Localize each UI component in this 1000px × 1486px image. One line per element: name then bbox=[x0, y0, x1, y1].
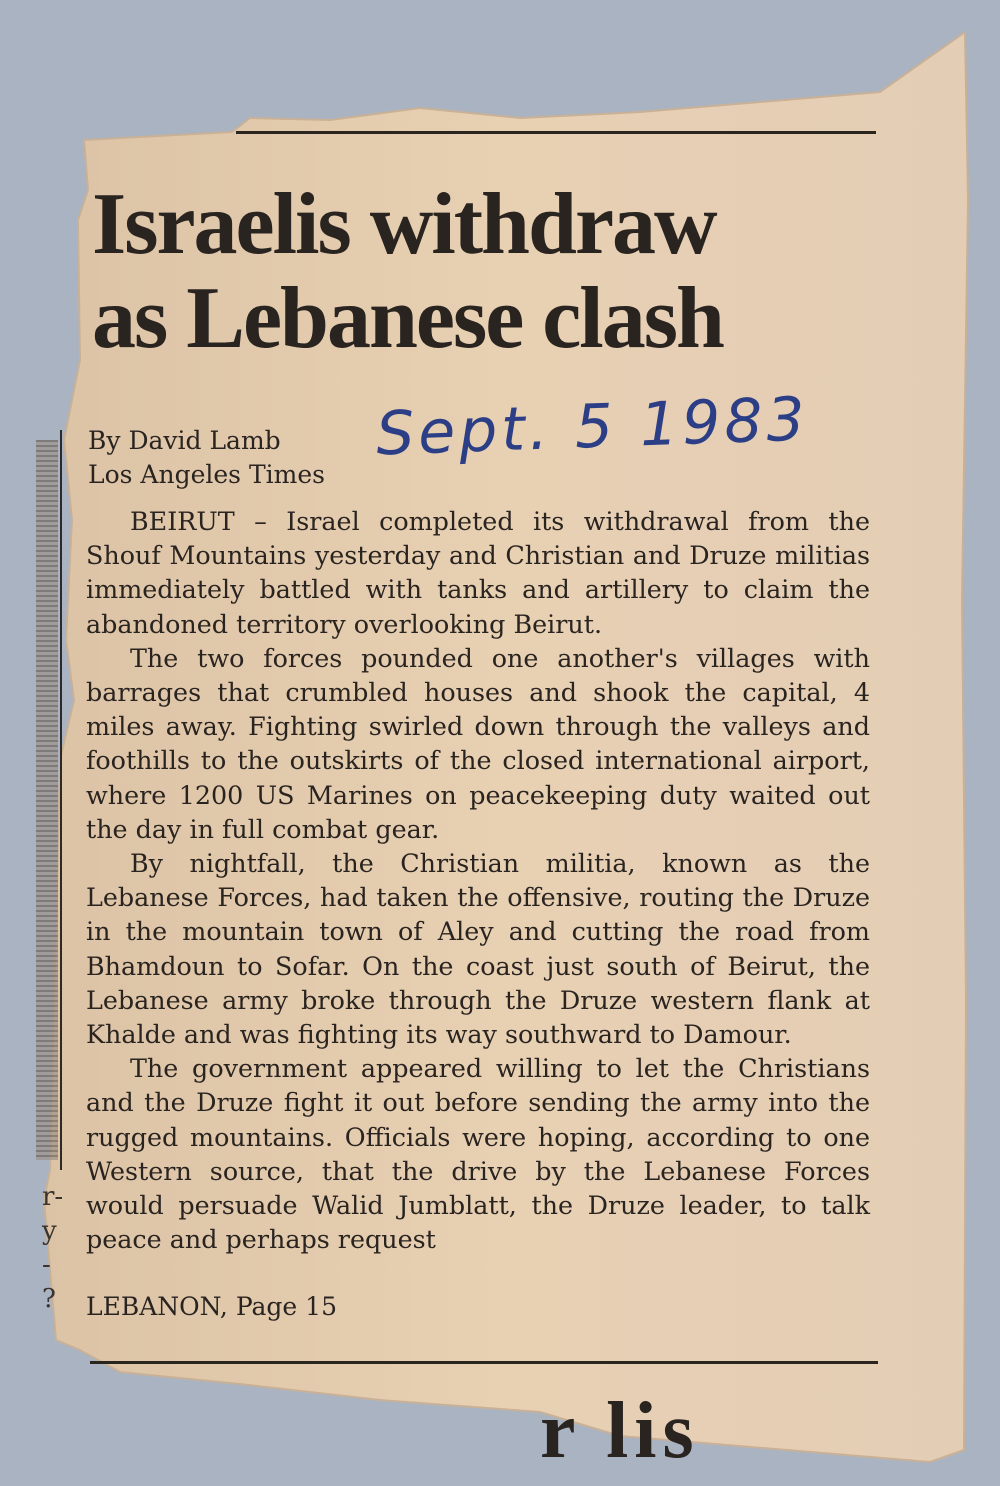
fragment-text: r- bbox=[42, 1182, 64, 1212]
adjacent-column-edge bbox=[36, 440, 58, 1160]
article-body bbox=[86, 504, 870, 1256]
headline bbox=[92, 178, 872, 366]
headline-line-2: as Lebanese clash bbox=[92, 270, 723, 367]
byline-author: By David Lamb bbox=[88, 426, 281, 455]
paragraph: The two forces pounded one another's villages with barrages that crumbled houses and shook the capital, 4 miles away. Fighting swirled down through the valleys and foothills to the outskirts of the closed international airport, where 1200 US Marines on peacekeeping duty waited out the day in full combat gear. bbox=[86, 642, 870, 844]
handwritten-date: Sept. 5 1983 bbox=[374, 384, 810, 470]
paragraph: The government appeared willing to let the Christians and the Druze fight it out before sending the army into the rugged mountains. Officials were hoping, according to one Western source, that the drive by the Lebanese Forces would persuade Walid Jumblatt, the Druze leader, to talk peace and perhaps request bbox=[86, 1053, 870, 1255]
column-rule bbox=[60, 430, 62, 1170]
fragment-text: y bbox=[42, 1216, 57, 1246]
fragment-text: - bbox=[42, 1250, 51, 1280]
bottom-rule bbox=[90, 1361, 878, 1364]
jump-line: LEBANON, Page 15 bbox=[86, 1292, 337, 1321]
headline-line-1: Israelis withdraw bbox=[92, 176, 716, 273]
byline-source: Los Angeles Times bbox=[88, 460, 325, 489]
fragment-text: ? bbox=[42, 1284, 56, 1314]
paragraph: By nightfall, the Christian militia, known as the Lebanese Forces, had taken the offensive, routing the Druze in the mountain town of Aley and cutting the road from Bhamdoun to Sofar. On the coast just south of Beirut, the Lebanese army broke through the Druze western flank at Khalde and was fighting its way southward to Damour. bbox=[86, 848, 870, 1050]
top-rule bbox=[236, 131, 876, 134]
next-headline-fragment: r lis bbox=[540, 1387, 700, 1475]
paragraph: BEIRUT – Israel completed its withdrawal from the Shouf Mountains yesterday and Christian and Druze militias immediately battled with tanks and artillery to claim the abandoned territory overlooking Beirut. bbox=[86, 506, 870, 639]
adjacent-column-fragments bbox=[42, 1180, 72, 1316]
byline bbox=[88, 424, 325, 492]
